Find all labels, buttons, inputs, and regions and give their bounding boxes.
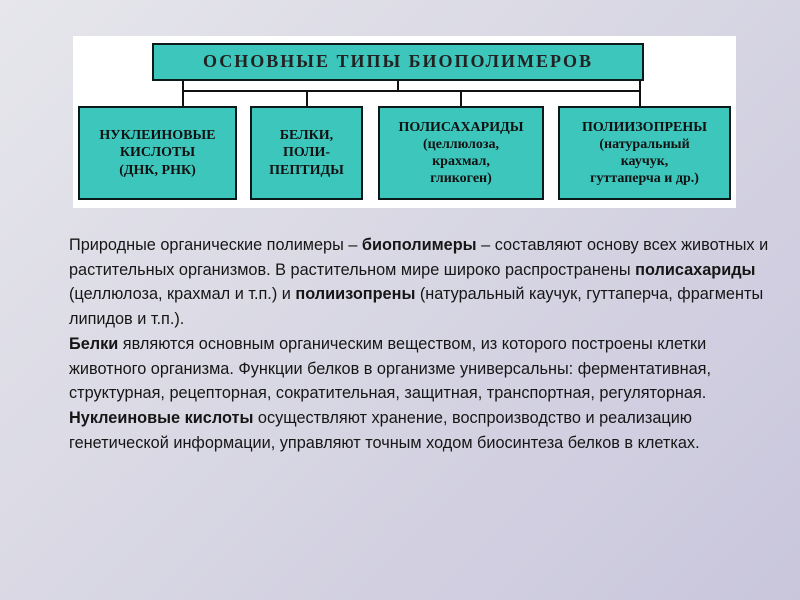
connector-polyisoprenes bbox=[639, 81, 641, 106]
text-span: осуществляют хранение, воспроизводство и реализацию генетической информации, управляют точным ходом биосинтеза белков в клетках. bbox=[69, 408, 700, 452]
box-polysaccharides: ПОЛИСАХАРИДЫ (целлюлоза, крахмал, гликоген) bbox=[378, 106, 544, 200]
text-span: (целлюлоза, крахмал и т.п.) и bbox=[69, 285, 296, 304]
paragraph-proteins bbox=[69, 332, 769, 406]
term-nucleic-acids: Нуклеиновые кислоты bbox=[69, 408, 254, 427]
box-polyisoprenes: ПОЛИИЗОПРЕНЫ (натуральный каучук, гуттаперча и др.) bbox=[558, 106, 731, 200]
diagram-panel bbox=[73, 36, 736, 208]
connector-polysacch bbox=[460, 90, 462, 106]
term-biopolymers: биополимеры bbox=[361, 236, 477, 254]
paragraph-biopolymers bbox=[69, 233, 769, 332]
term-polyisoprenes: полиизопрены bbox=[295, 285, 416, 304]
connector-nucleic bbox=[182, 81, 184, 106]
connector-proteins bbox=[306, 90, 308, 106]
term-proteins: Белки bbox=[69, 334, 119, 353]
text-span: Природные органические полимеры – bbox=[69, 236, 362, 254]
box-nucleic-acids: НУКЛЕИНОВЫЕ КИСЛОТЫ (ДНК, РНК) bbox=[78, 106, 237, 200]
paragraph-nucleic-acids bbox=[69, 406, 769, 455]
text-span: – составляют основу всех животных и растительных организмов. В растительном мире широко распространены bbox=[69, 236, 769, 279]
term-polysaccharides: полисахариды bbox=[635, 260, 756, 279]
text-span: (натуральный каучук, гуттаперча, фрагменты липидов и т.п.). bbox=[69, 285, 764, 329]
connector-horizontal bbox=[182, 90, 641, 92]
body-text bbox=[69, 233, 769, 455]
text-span: являются основным органическим веществом, из которого построены клетки животного организма. Функции белков в организме универсальны: ферментативная, структурная, рецепторная, сократительная, защитная, транспортная, регуляторная. bbox=[69, 334, 712, 403]
diagram-title-box: ОСНОВНЫЕ ТИПЫ БИОПОЛИМЕРОВ bbox=[152, 43, 644, 81]
box-proteins: БЕЛКИ, ПОЛИ- ПЕПТИДЫ bbox=[250, 106, 363, 200]
